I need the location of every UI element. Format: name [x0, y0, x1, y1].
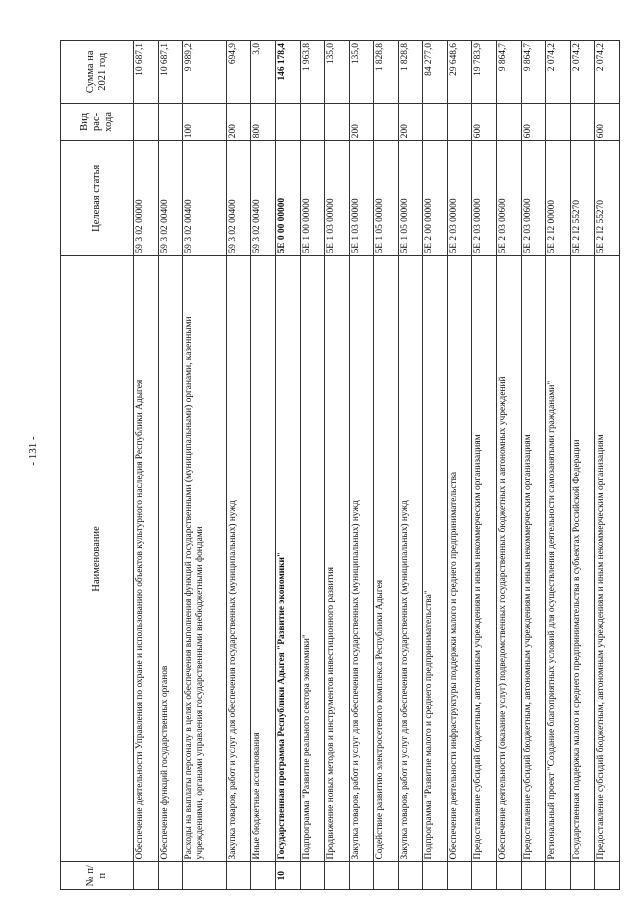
row-number — [226, 862, 251, 890]
row-name: Обеспечение деятельности Управления по охране и использованию объектов культурного наследия Республики Адыгея — [134, 256, 159, 862]
row-name: Иные бюджетные ассигнования — [251, 256, 276, 862]
row-expense-type: 200 — [398, 103, 423, 141]
row-target-article: 5Е 2 03 00000 — [472, 141, 497, 256]
row-expense-type: 200 — [226, 103, 251, 141]
table-row — [349, 41, 374, 890]
row-expense-type — [134, 103, 159, 141]
row-expense-type — [300, 103, 325, 141]
table-row — [423, 41, 448, 890]
table-row — [374, 41, 399, 890]
row-number — [349, 862, 374, 890]
row-amount: 1 828,8 — [398, 41, 423, 104]
row-expense-type — [570, 103, 595, 141]
row-expense-type: 600 — [521, 103, 546, 141]
row-name: Государственная программа Республики Адыгея "Развитие экономики" — [275, 256, 300, 862]
row-amount: 135,0 — [349, 41, 374, 104]
table-row — [570, 41, 595, 890]
table-row — [497, 41, 522, 890]
row-expense-type: 600 — [472, 103, 497, 141]
row-amount: 135,0 — [325, 41, 350, 104]
row-name: Закупка товаров, работ и услуг для обеспечения государственных (муниципальных) нужд — [349, 256, 374, 862]
row-number — [398, 862, 423, 890]
row-target-article: 5Е 1 03 00000 — [349, 141, 374, 256]
row-amount: 3,0 — [251, 41, 276, 104]
row-amount: 694,9 — [226, 41, 251, 104]
row-amount: 2 074,2 — [546, 41, 571, 104]
row-number — [595, 862, 620, 890]
table-row — [158, 41, 183, 890]
row-number — [570, 862, 595, 890]
header-number: № п/п — [61, 862, 134, 890]
row-name: Подпрограмма "Развитие реального сектора экономики" — [300, 256, 325, 862]
header-target-article: Целевая статья — [61, 141, 134, 256]
row-target-article: 5Е 1 03 00000 — [325, 141, 350, 256]
row-target-article: 5Е 2 I2 00000 — [546, 141, 571, 256]
table-row — [472, 41, 497, 890]
table-row — [325, 41, 350, 890]
row-target-article: 5Е 2 00 00000 — [423, 141, 448, 256]
row-target-article: 5Е 1 00 00000 — [300, 141, 325, 256]
row-expense-type — [325, 103, 350, 141]
row-target-article: 59 3 02 00400 — [158, 141, 183, 256]
row-amount: 10 687,1 — [134, 41, 159, 104]
row-amount: 19 783,9 — [472, 41, 497, 104]
row-expense-type — [423, 103, 448, 141]
row-number: 10 — [275, 862, 300, 890]
table-header-row — [61, 41, 134, 890]
row-name: Обеспечение деятельности инфраструктуры поддержки малого и среднего предпринимательства — [447, 256, 472, 862]
row-expense-type — [374, 103, 399, 141]
row-name: Региональный проект "Создание благоприятных условий для осуществления деятельности самозанятыми гражданами" — [546, 256, 571, 862]
row-expense-type — [447, 103, 472, 141]
header-expense-type: Вид рас-хода — [61, 103, 134, 141]
budget-table-frame — [60, 40, 620, 890]
row-number — [325, 862, 350, 890]
row-number — [447, 862, 472, 890]
row-number — [472, 862, 497, 890]
row-target-article: 5Е 2 I2 55270 — [595, 141, 620, 256]
row-amount: 2 074,2 — [570, 41, 595, 104]
row-amount: 10 687,1 — [158, 41, 183, 104]
row-target-article: 5Е 2 03 00600 — [497, 141, 522, 256]
table-row — [595, 41, 620, 890]
row-expense-type: 200 — [349, 103, 374, 141]
row-number — [521, 862, 546, 890]
row-target-article: 5Е 0 00 00000 — [275, 141, 300, 256]
row-amount: 9 989,2 — [183, 41, 227, 104]
row-name: Содействие развитию электросетевого комплекса Республики Адыгея — [374, 256, 399, 862]
row-amount: 2 074,2 — [595, 41, 620, 104]
row-name: Предоставление субсидий бюджетным, автономным учреждениям и иным некоммерческим организациям — [472, 256, 497, 862]
row-target-article: 5Е 2 I2 55270 — [570, 141, 595, 256]
row-expense-type — [546, 103, 571, 141]
table-row — [521, 41, 546, 890]
row-number — [251, 862, 276, 890]
row-target-article: 59 3 02 00400 — [226, 141, 251, 256]
row-name: Закупка товаров, работ и услуг для обеспечения государственных (муниципальных) нужд — [398, 256, 423, 862]
row-amount: 9 864,7 — [521, 41, 546, 104]
row-name: Расходы на выплаты персоналу в целях обеспечения выполнения функций государственными (муниципальными) органами, казенными учреждениями, органами управления государственными внебюджетными фондами — [183, 256, 227, 862]
row-number — [497, 862, 522, 890]
row-amount: 9 864,7 — [497, 41, 522, 104]
row-amount: 29 648,6 — [447, 41, 472, 104]
table-row — [398, 41, 423, 890]
table-row — [251, 41, 276, 890]
table-row — [183, 41, 227, 890]
table-body — [134, 41, 620, 890]
row-target-article: 5Е 1 05 00000 — [398, 141, 423, 256]
row-target-article: 5Е 1 05 00000 — [374, 141, 399, 256]
row-expense-type — [158, 103, 183, 141]
header-name: Наименование — [61, 256, 134, 862]
row-expense-type — [497, 103, 522, 141]
row-number — [183, 862, 227, 890]
row-target-article: 59 3 02 00400 — [183, 141, 227, 256]
row-target-article: 59 3 02 00400 — [251, 141, 276, 256]
row-amount: 1 963,8 — [300, 41, 325, 104]
row-amount: 1 828,8 — [374, 41, 399, 104]
table-row — [226, 41, 251, 890]
rotated-table-container — [60, 40, 620, 890]
row-name: Предоставление субсидий бюджетным, автономным учреждениям и иным некоммерческим организациям — [521, 256, 546, 862]
table-row — [134, 41, 159, 890]
row-number — [374, 862, 399, 890]
table-row — [300, 41, 325, 890]
row-number — [134, 862, 159, 890]
row-name: Обеспечение функций государственных органов — [158, 256, 183, 862]
page-number: - 131 - — [27, 436, 39, 466]
row-expense-type: 100 — [183, 103, 227, 141]
row-expense-type: 800 — [251, 103, 276, 141]
row-name: Продвижение новых методов и инструментов инвестиционного развития — [325, 256, 350, 862]
budget-table — [60, 40, 620, 890]
row-number — [546, 862, 571, 890]
table-row — [546, 41, 571, 890]
row-number — [300, 862, 325, 890]
row-name: Предоставление субсидий бюджетным, автономным учреждениям и иным некоммерческим организациям — [595, 256, 620, 862]
table-row — [447, 41, 472, 890]
row-target-article: 5Е 2 03 00000 — [447, 141, 472, 256]
row-target-article: 59 3 02 00000 — [134, 141, 159, 256]
row-target-article: 5Е 2 03 00600 — [521, 141, 546, 256]
row-name: Закупка товаров, работ и услуг для обеспечения государственных (муниципальных) нужд — [226, 256, 251, 862]
row-expense-type: 600 — [595, 103, 620, 141]
row-name: Обеспечение деятельности (оказание услуг) подведомственных государственных бюджетных и автономных учреждений — [497, 256, 522, 862]
row-amount: 146 178,4 — [275, 41, 300, 104]
row-amount: 84 277,0 — [423, 41, 448, 104]
row-number — [423, 862, 448, 890]
table-row — [275, 41, 300, 890]
row-name: Государственная поддержка малого и среднего предпринимательства в субъектах Российской Федерации — [570, 256, 595, 862]
row-name: Подпрограмма "Развитие малого и среднего предпринимательства" — [423, 256, 448, 862]
row-expense-type — [275, 103, 300, 141]
row-number — [158, 862, 183, 890]
header-amount-2021: Сумма на 2021 год — [61, 41, 134, 104]
